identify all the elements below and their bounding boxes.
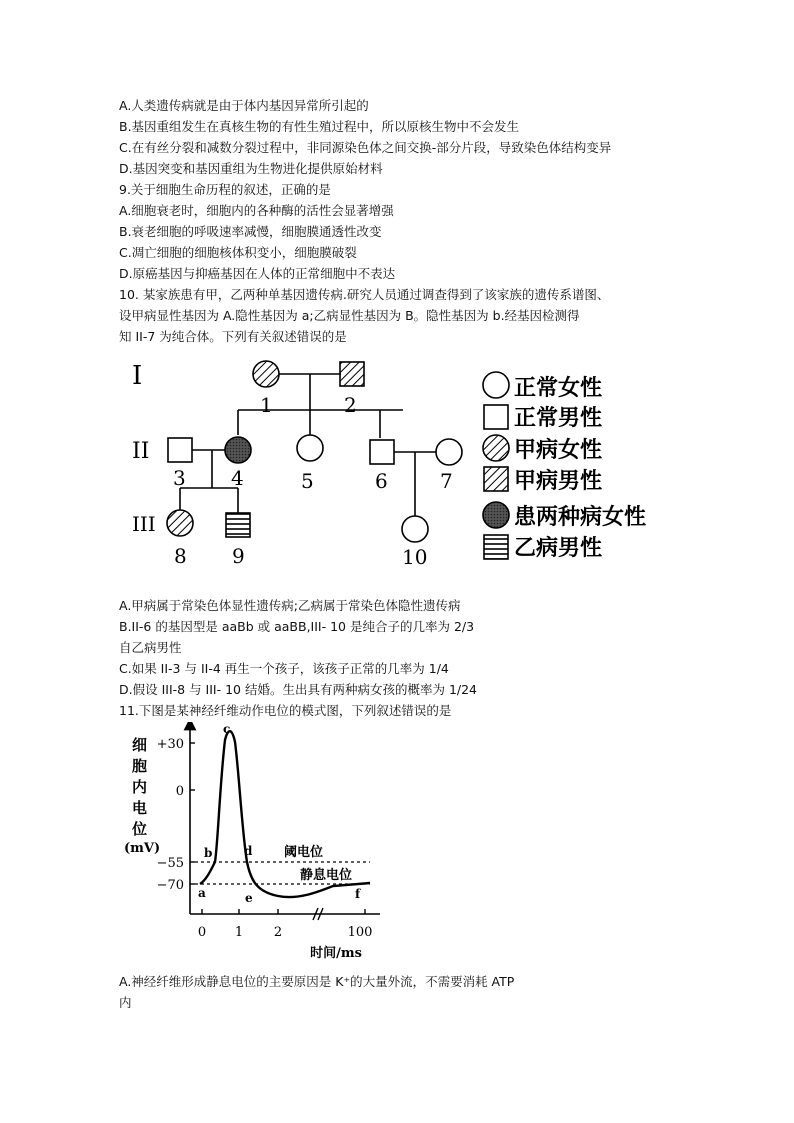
individual-number: 4: [231, 466, 244, 490]
generation-label: II: [132, 439, 150, 464]
y-axis-label: 位: [132, 820, 148, 838]
individual-number: 5: [301, 469, 314, 493]
option-text: D.基因突变和基因重组为生物进化提供原始材料: [119, 161, 383, 176]
y-tick-label: −70: [156, 878, 184, 893]
individual-8: [167, 510, 193, 536]
legend-normal-male-icon: [484, 405, 508, 429]
legend-normal-female-icon: [483, 372, 509, 398]
y-axis-label: 细: [132, 736, 148, 754]
option-text: A.甲病属于常染色体显性遗传病;乙病属于常染色体隐性遗传病: [119, 598, 461, 613]
individual-number: 10: [402, 545, 428, 569]
y-axis-label: 电: [132, 799, 148, 817]
legend-label: 正常男性: [514, 406, 603, 431]
x-tick-label: 100: [347, 925, 373, 940]
individual-number: 7: [440, 469, 453, 493]
option-text: D.假设 III-8 与 III- 10 结婚。生出具有两种病女孩的概率为 1/24: [119, 682, 478, 697]
individual-number: 3: [173, 466, 186, 490]
question-stem: 11.下图是某神经纤维动作电位的模式图，下列叙述错误的是: [119, 703, 452, 718]
legend-disease-b-male-icon: [484, 535, 508, 559]
point-label: b: [204, 846, 213, 860]
option-text: B.基因重组发生在真核生物的有性生殖过程中，所以原核生物中不会发生: [119, 119, 520, 134]
legend-label: 正常女性: [514, 376, 603, 401]
individual-number: 6: [375, 469, 388, 493]
individual-2: [340, 362, 364, 386]
option-text: 内: [119, 995, 132, 1010]
individual-5: [297, 435, 323, 461]
point-label: d: [244, 844, 253, 858]
y-tick-label: 0: [175, 784, 184, 799]
x-tick-label: 1: [234, 925, 244, 940]
question-stem: 10. 某家族患有甲，乙两种单基因遗传病.研究人员通过调查得到了该家族的遗传系谱图、: [119, 287, 610, 302]
action-potential-graph: [118, 722, 388, 962]
x-tick-label: 0: [197, 925, 207, 940]
individual-10: [402, 516, 428, 542]
point-label: a: [198, 886, 206, 900]
option-text: 自乙病男性: [119, 640, 182, 655]
x-axis-label: 时间/ms: [310, 946, 362, 961]
resting-label: 静息电位: [300, 868, 353, 883]
option-text: D.原癌基因与抑癌基因在人体的正常细胞中不表达: [119, 266, 396, 281]
individual-number: 1: [260, 393, 273, 417]
legend-label: 甲病女性: [514, 438, 603, 463]
point-label: c: [223, 722, 231, 736]
point-label: f: [355, 887, 361, 901]
y-tick-label: +30: [156, 737, 184, 752]
y-axis-label: 胞: [132, 757, 148, 775]
legend-disease-a-male-icon: [484, 467, 508, 491]
threshold-label: 阈电位: [284, 845, 324, 860]
point-label: e: [245, 891, 253, 905]
pedigree-legend: [483, 372, 646, 561]
y-axis-label: 内: [132, 778, 148, 796]
individual-number: 8: [174, 544, 187, 568]
y-axis-unit: (mV): [124, 841, 161, 856]
legend-disease-a-female-icon: [483, 435, 509, 461]
question-stem: 知 II-7 为纯合体。下列有关叙述错误的是: [119, 329, 347, 344]
individual-1: [253, 361, 279, 387]
y-tick-label: −55: [156, 856, 184, 871]
option-text: C.凋亡细胞的细胞核体积变小，细胞膜破裂: [119, 245, 357, 260]
individual-4: [225, 437, 251, 463]
option-text: A.人类遗传病就是由于体内基因异常所引起的: [119, 98, 369, 113]
individual-number: 2: [344, 393, 357, 417]
question-stem: 设甲病显性基因为 A.隐性基因为 a;乙病显性基因为 B。隐性基因为 b.经基因检测得: [119, 308, 580, 323]
x-tick-label: 2: [273, 925, 283, 940]
option-text: A.神经纤维形成静息电位的主要原因是 K⁺的大量外流，不需要消耗 ATP: [119, 974, 515, 989]
pedigree-chart: [118, 348, 670, 573]
individual-number: 9: [232, 544, 245, 568]
option-text: B.衰老细胞的呼吸速率减慢，细胞膜通透性改变: [119, 224, 382, 239]
option-text: B.II-6 的基因型是 aaBb 或 aaBB,III- 10 是纯合子的几率为 2/3: [119, 619, 475, 634]
individual-7: [436, 439, 462, 465]
legend-label: 患两种病女性: [514, 505, 647, 530]
generation-label: I: [132, 361, 143, 391]
option-text: C.如果 II-3 与 II-4 再生一个孩子，该孩子正常的几率为 1/4: [119, 661, 449, 676]
generation-label: III: [132, 512, 156, 536]
individual-3: [168, 438, 192, 462]
individual-6: [370, 440, 394, 464]
option-text: A.细胞衰老时，细胞内的各种酶的活性会显著增强: [119, 203, 394, 218]
question-stem: 9.关于细胞生命历程的叙述，正确的是: [119, 182, 331, 197]
legend-label: 乙病男性: [514, 536, 603, 561]
individual-9: [226, 513, 250, 537]
legend-both-diseases-female-icon: [483, 502, 509, 528]
option-text: C.在有丝分裂和减数分裂过程中，非同源染色体之间交换-部分片段，导致染色体结构变异: [119, 140, 612, 155]
legend-label: 甲病男性: [514, 469, 603, 494]
